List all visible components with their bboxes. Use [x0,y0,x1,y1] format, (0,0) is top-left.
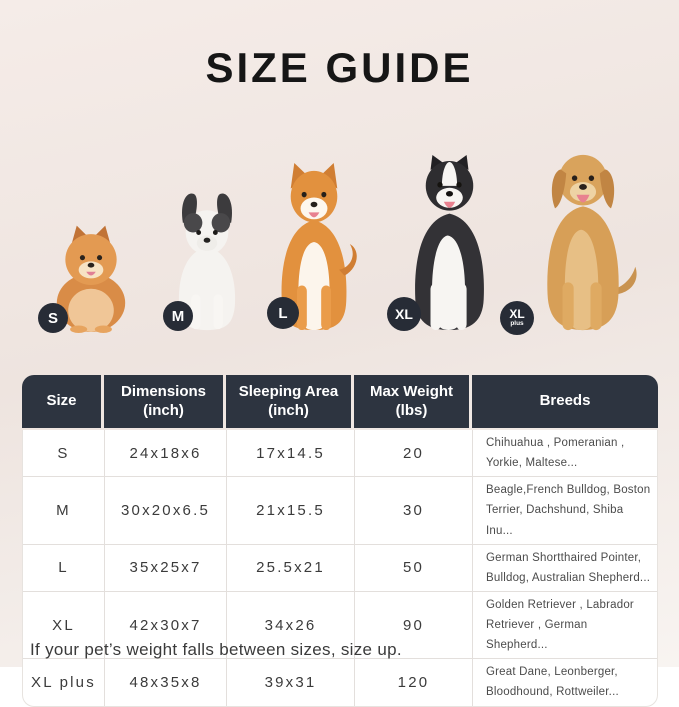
breeds-cell: Golden Retriever , Labrador Retriever , German Shepherd... [472,592,657,658]
header-label: Dimensions [120,382,207,400]
size-badge-l [267,297,299,329]
header-label: Size [46,392,77,410]
size-badge-m [163,301,193,331]
size-badge-label: XL [509,307,525,322]
header-sublabel: (inch) [143,401,184,419]
header-sublabel: (lbs) [395,401,428,419]
size-badge-xl-plus [500,301,534,335]
header-cell-max-weight [354,375,469,428]
breeds-cell: Great Dane, Leonberger, Bloodhound, Rottweiler... [472,659,657,705]
header-label: Sleeping Area [238,382,339,400]
dimensions-cell: 42x30x7 [104,592,226,658]
breeds-cell: German Shortthaired Pointer, Bulldog, Australian Shepherd... [472,545,657,591]
sleeping-area-cell: 39x31 [226,659,354,705]
header-cell-breeds [472,375,658,428]
max-weight-cell: 90 [354,592,472,658]
dimensions-cell: 35x25x7 [104,545,226,591]
size-badge-label: S [47,309,58,327]
max-weight-cell: 50 [354,545,472,591]
max-weight-cell: 20 [354,430,472,476]
size-badge-label: XL [395,306,413,322]
table-row [23,658,657,705]
header-label: Breeds [539,392,591,410]
table-row [23,430,657,476]
size-cell: XL plus [31,673,96,691]
header-cell-dimensions [104,375,223,428]
size-badge-label: L [278,304,288,322]
table-row [23,476,657,543]
max-weight-cell: 120 [354,659,472,705]
header-label: Max Weight [369,382,454,400]
sizing-note: If your pet’s weight falls between sizes, size up. [30,640,402,659]
table-header-row [22,375,658,428]
breeds-cell: Beagle,French Bulldog, Boston Terrier, Dachshund, Shiba Inu... [472,477,657,543]
golden-retriever-dog-icon [527,148,639,333]
size-cell: S [57,444,70,462]
table-row [23,544,657,591]
dimensions-cell: 30x20x6.5 [104,477,226,543]
size-badge-xl [387,297,421,331]
dimensions-cell: 48x35x8 [104,659,226,705]
size-cell: M [56,501,71,519]
sleeping-area-cell: 17x14.5 [226,430,354,476]
size-badge-sublabel: plus [510,320,524,328]
sleeping-area-cell: 21x15.5 [226,477,354,543]
breeds-cell: Chihuahua , Pomeranian , Yorkie, Maltese... [472,430,657,476]
dogs-illustration [0,125,679,333]
header-cell-sleeping-area [226,375,351,428]
max-weight-cell: 30 [354,477,472,543]
size-cell: L [58,559,69,577]
size-badge-label: M [171,307,185,325]
header-cell-size [22,375,101,428]
header-sublabel: (inch) [268,401,309,419]
sleeping-area-cell: 34x26 [226,592,354,658]
sleeping-area-cell: 25.5x21 [226,545,354,591]
dimensions-cell: 24x18x6 [104,430,226,476]
size-badge-s [38,303,68,333]
page-title: SIZE GUIDE [205,44,474,91]
table-body [22,430,658,707]
size-cell: XL [52,616,75,634]
